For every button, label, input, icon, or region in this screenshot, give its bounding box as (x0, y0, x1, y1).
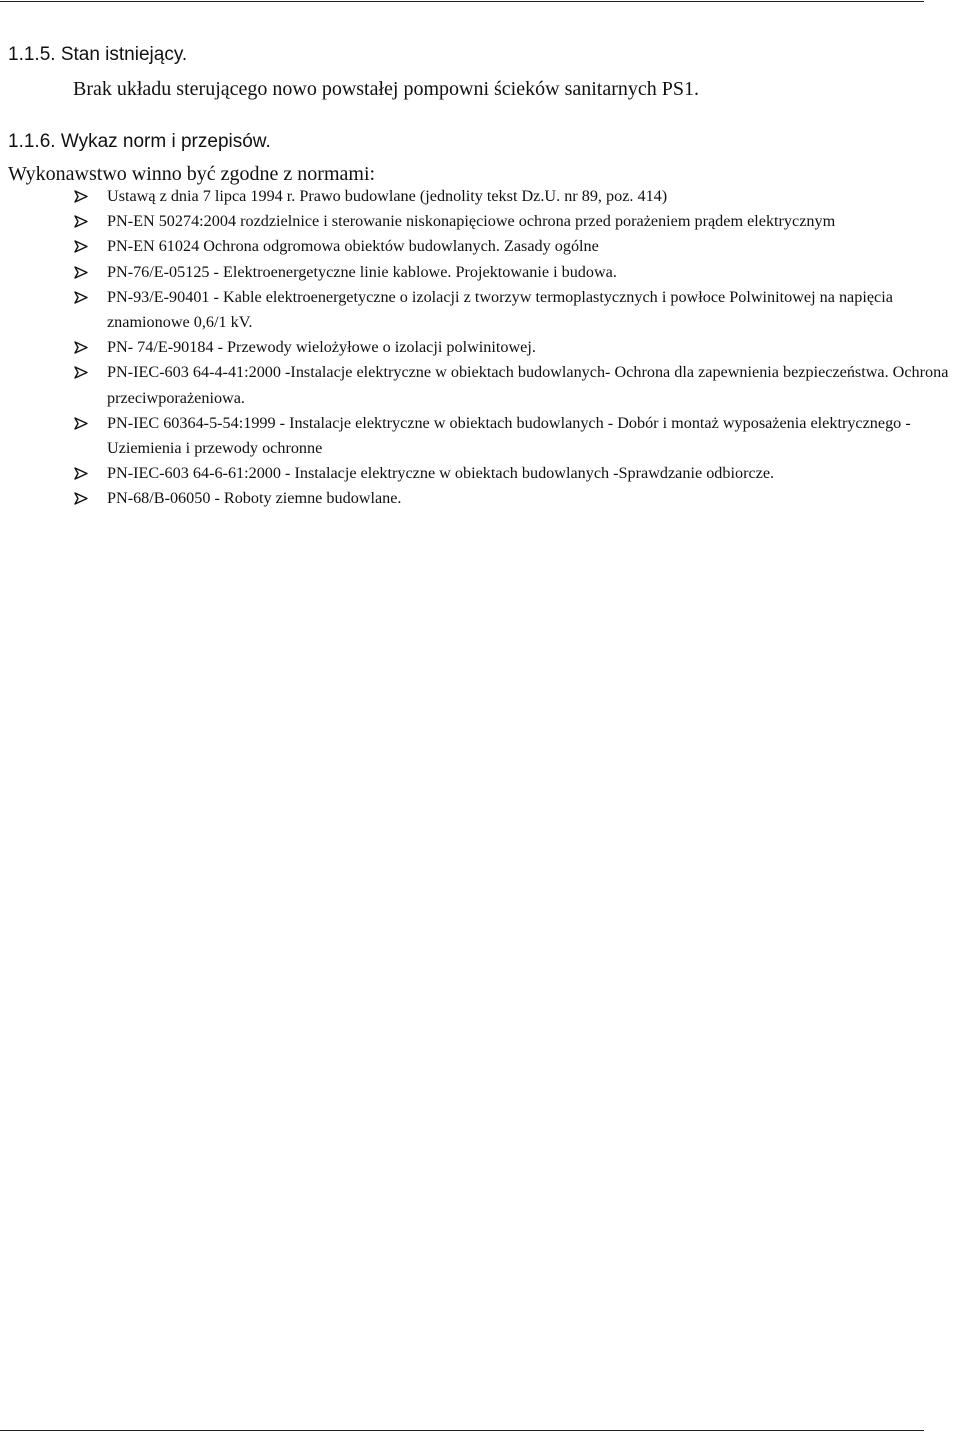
list-item-text: PN- 74/E-90184 - Przewody wielożyłowe o izolacji polwinitowej. (107, 338, 536, 357)
list-item-text: Ustawą z dnia 7 lipca 1994 r. Prawo budowlane (jednolity tekst Dz.U. nr 89, poz. 414) (107, 187, 668, 205)
list-item (74, 335, 954, 360)
standards-intro: Wykonawstwo winno być zgodne z normami: (8, 163, 376, 185)
arrowhead-bullet-icon (74, 341, 88, 354)
list-item (74, 411, 954, 461)
arrowhead-bullet-icon (74, 366, 88, 379)
existing-state-text: Brak układu sterującego nowo powstałej pompowni ścieków sanitarnych PS1. (73, 78, 699, 100)
list-item (74, 461, 954, 486)
list-item (74, 209, 954, 234)
standards-list (74, 184, 954, 512)
arrowhead-bullet-icon (74, 266, 88, 279)
list-item (74, 360, 954, 410)
section-heading-existing-state: 1.1.5. Stan istniejący. (8, 44, 188, 65)
list-item-text: PN-76/E-05125 - Elektroenergetyczne linie kablowe. Projektowanie i budowa. (107, 262, 617, 281)
arrowhead-bullet-icon (74, 240, 88, 253)
list-item-text: PN-IEC-603 64-6-61:2000 - Instalacje elektryczne w obiektach budowlanych -Sprawdzanie odbiorcze. (107, 464, 775, 483)
arrowhead-bullet-icon (74, 492, 88, 505)
top-rule (0, 1, 924, 2)
list-item (74, 234, 954, 259)
section-heading-standards: 1.1.6. Wykaz norm i przepisów. (8, 131, 271, 152)
bottom-rule (0, 1430, 924, 1431)
list-item-text: PN-68/B-06050 - Roboty ziemne budowlane. (107, 489, 402, 508)
list-item-text: PN-EN 61024 Ochrona odgromowa obiektów budowlanych. Zasady ogólne (107, 237, 599, 256)
list-item (74, 260, 954, 285)
list-item (74, 184, 954, 209)
arrowhead-bullet-icon (74, 190, 88, 203)
arrowhead-bullet-icon (74, 291, 88, 304)
arrowhead-bullet-icon (74, 417, 88, 430)
list-item-text: PN-EN 50274:2004 rozdzielnice i sterowanie niskonapięciowe ochrona przed porażeniem prądem elektrycznym (107, 212, 836, 231)
arrowhead-bullet-icon (74, 467, 88, 480)
list-item (74, 285, 954, 335)
list-item-text: PN-IEC-603 64-4-41:2000 -Instalacje elektryczne w obiektach budowlanych- Ochrona dla zapewnienia bezpieczeństwa. Ochrona przeciwporażeniowa. (107, 363, 949, 407)
list-item-text: PN-IEC 60364-5-54:1999 - Instalacje elektryczne w obiektach budowlanych - Dobór i montaż wyposażenia elektrycznego - Uziemienia i przewody ochronne (107, 413, 911, 458)
arrowhead-bullet-icon (74, 215, 88, 228)
list-item (74, 486, 954, 511)
list-item-text: PN-93/E-90401 - Kable elektroenergetyczne o izolacji z tworzyw termoplastycznych i powłoce Polwinitowej na napięcia znamionowe 0,6/1 kV. (107, 287, 893, 332)
